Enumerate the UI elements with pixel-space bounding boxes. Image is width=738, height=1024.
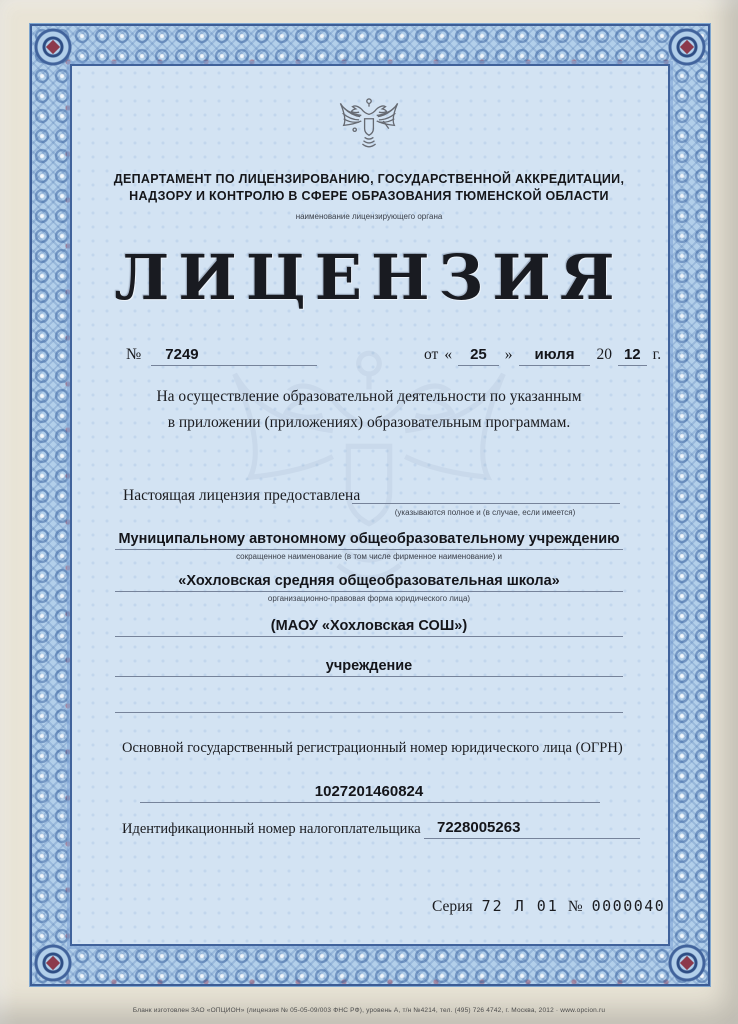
open-quote: « (444, 346, 453, 363)
corner-rosette-icon (30, 940, 76, 986)
coat-of-arms-icon (336, 86, 402, 168)
underline (115, 712, 623, 713)
series-label: Серия (432, 898, 473, 915)
date-month-value: июля (519, 345, 591, 366)
number-sign: № (126, 346, 142, 363)
ogrn-value: 1027201460824 (314, 783, 424, 800)
corner-rosette-icon (664, 24, 710, 70)
issuer-name-line2: НАДЗОРУ И КОНТРОЛЮ В СФЕРЕ ОБРАЗОВАНИЯ ТЮМЕНСКОЙ ОБЛАСТИ (129, 189, 609, 203)
series-row (432, 896, 665, 918)
grantee-full-name: Муниципальному автономному общеобразовательному учреждению (118, 531, 620, 547)
grantee-org-form: учреждение (325, 658, 413, 674)
grantee-short-name: (МАОУ «Хохловская СОШ») (270, 618, 468, 634)
date-year-suffix: г. (652, 346, 662, 363)
corner-rosette-icon (664, 940, 710, 986)
underline (140, 802, 600, 803)
underline (424, 838, 640, 839)
license-number-value: 7249 (151, 345, 316, 366)
date-from-label: от (424, 346, 439, 363)
printer-note: Бланк изготовлен ЗАО «ОПЦИОН» (лицензия № 05-05-09/003 ФНС РФ), уровень А, т/н №4214, тел. (495) 726 4742, г. Москва, 2012 · www.opcion.ru (132, 1007, 606, 1014)
date-century: 20 (596, 346, 612, 363)
underline (115, 549, 623, 550)
date-day-value: 25 (458, 345, 499, 366)
issuer-caption: наименование лицензирующего органа (295, 212, 443, 221)
license-title: ЛИЦЕНЗИЯ (114, 241, 624, 314)
date-year-value: 12 (618, 345, 647, 366)
inn-value: 7228005263 (437, 819, 521, 836)
underline (352, 503, 620, 504)
close-quote: » (504, 346, 513, 363)
series-number-value: 0000040 (591, 897, 666, 915)
series-number-sign: № (567, 898, 583, 915)
grantee-caption2: сокращенное наименование (в том числе фирменное наименование) и (236, 552, 502, 561)
issuer-name-line1: ДЕПАРТАМЕНТ ПО ЛИЦЕНЗИРОВАНИЮ, ГОСУДАРСТВЕННОЙ АККРЕДИТАЦИИ, (113, 172, 625, 186)
grantee-label: Настоящая лицензия предоставлена (123, 487, 361, 504)
license-number-row (126, 344, 317, 366)
underline (115, 636, 623, 637)
subject-line1: На осуществление образовательной деятельности по указанным (156, 388, 582, 405)
underline (115, 676, 623, 677)
grantee-school-name: «Хохловская средняя общеобразовательная школа» (178, 573, 560, 589)
grantee-caption: (указываются полное и (в случае, если имеется) (394, 508, 576, 517)
underline (115, 591, 623, 592)
inn-label: Идентификационный номер налогоплательщика (122, 821, 421, 837)
ogrn-label: Основной государственный регистрационный номер юридического лица (ОГРН) (122, 740, 623, 756)
grantee-caption3: организационно-правовая форма юридического лица) (267, 594, 471, 603)
subject-line2: в приложении (приложениях) образовательным программам. (167, 414, 571, 431)
license-date-row (424, 344, 661, 366)
series-value: 72 Л 01 (481, 897, 559, 915)
